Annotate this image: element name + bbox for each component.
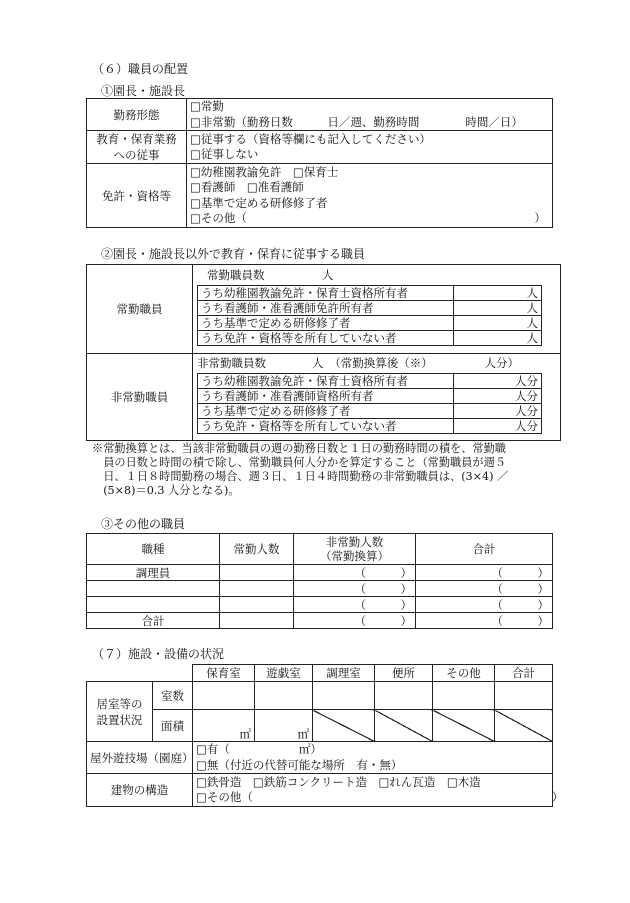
room-group-label: 居室等の 設置状況 xyxy=(87,682,153,742)
row-cook: 調理員 xyxy=(87,565,220,581)
area-unit[interactable]: ㎡ xyxy=(255,710,313,742)
area-unit[interactable]: ㎡ xyxy=(193,710,255,742)
paren-cell[interactable]: （ ） xyxy=(294,565,416,581)
cell-input[interactable] xyxy=(313,682,375,710)
parttime-row-unit[interactable]: 人分 xyxy=(454,374,542,389)
duty-no-option[interactable]: □従事しない xyxy=(190,147,259,161)
diagonal-cell xyxy=(433,710,495,742)
fulltime-row-unit[interactable]: 人 xyxy=(454,331,542,346)
paren-cell[interactable]: （ ） xyxy=(416,565,553,581)
work-parttime-option[interactable]: □非常勤（勤務日数 日／週、勤務時間 時間／日） xyxy=(190,114,523,129)
cell-input[interactable] xyxy=(220,597,294,613)
parttime-label: 非常勤職員 xyxy=(87,354,193,441)
structure-label: 建物の構造 xyxy=(87,774,193,807)
director-title: ①園長・施設長 xyxy=(101,84,186,98)
col-job: 職種 xyxy=(87,534,220,565)
paren-cell[interactable]: （ ） xyxy=(416,581,553,597)
license-option-training[interactable]: □基準で定める研修修了者 xyxy=(190,195,328,210)
col-total: 合計 xyxy=(416,534,553,565)
fulltime-breakdown xyxy=(197,285,542,346)
section-7-title: （７）施設・設備の状況 xyxy=(92,647,225,661)
parttime-row-text: うち看護師・准看護師資格所有者 xyxy=(198,389,454,404)
license-label: 免許・資格等 xyxy=(87,164,187,228)
paren-cell[interactable]: （ ） xyxy=(294,597,416,613)
duty-yes-option[interactable]: □従事する（資格等欄にも記入してください） xyxy=(190,131,431,146)
cell-input[interactable] xyxy=(495,682,553,710)
license-option-teacher[interactable]: □幼稚園教諭免許 □保育士 xyxy=(190,164,339,179)
col-fulltime: 常勤人数 xyxy=(220,534,294,565)
cell-input[interactable] xyxy=(255,682,313,710)
parttime-breakdown xyxy=(197,373,542,434)
paren-cell[interactable]: （ ） xyxy=(294,581,416,597)
diagonal-cell xyxy=(495,710,553,742)
parttime-row-unit[interactable]: 人分 xyxy=(454,419,542,434)
director-table xyxy=(86,98,553,228)
duty-label: 教育・保育業務 への従事 xyxy=(87,131,187,164)
other-staff-title: ③その他の職員 xyxy=(101,517,186,531)
row-blank[interactable] xyxy=(87,581,220,597)
other-staff-table xyxy=(86,533,553,629)
fulltime-row-unit[interactable]: 人 xyxy=(454,301,542,316)
fulltime-row-unit[interactable]: 人 xyxy=(454,286,542,301)
fulltime-label: 常勤職員 xyxy=(87,265,193,354)
col-kitchen: 調理室 xyxy=(313,665,375,682)
col-other: その他 xyxy=(433,665,495,682)
cell-input[interactable] xyxy=(193,682,255,710)
paren-cell[interactable]: （ ） xyxy=(294,613,416,629)
diagonal-cell xyxy=(313,710,375,742)
cell-input[interactable] xyxy=(220,565,294,581)
fulltime-row-text: うち基準で定める研修修了者 xyxy=(198,316,454,331)
staff-title: ②園長・施設長以外で教育・保育に従事する職員 xyxy=(101,247,366,261)
playground-label: 屋外遊技場（園庭） xyxy=(87,742,193,774)
facility-table xyxy=(86,664,564,807)
col-nursery-room: 保育室 xyxy=(193,665,255,682)
corner-blank xyxy=(153,665,193,682)
parttime-row-unit[interactable]: 人分 xyxy=(454,404,542,419)
paren-cell[interactable]: （ ） xyxy=(416,613,553,629)
paren-cell[interactable]: （ ） xyxy=(416,597,553,613)
fulltime-row-text: うち免許・資格等を所有していない者 xyxy=(198,331,454,346)
note-line: ※常勤換算とは、当該非常勤職員の週の勤務日数と１日の勤務時間の積を、常勤職 xyxy=(92,442,506,455)
row-blank[interactable] xyxy=(87,597,220,613)
conversion-note xyxy=(92,442,562,498)
parttime-row-text: うち基準で定める研修修了者 xyxy=(198,404,454,419)
col-toilet: 便所 xyxy=(375,665,433,682)
cell-input[interactable] xyxy=(433,682,495,710)
cell-input[interactable] xyxy=(220,581,294,597)
structure-options[interactable]: □鉄骨造 □鉄筋コンクリート造 □れん瓦造 □木造 xyxy=(196,774,481,789)
fulltime-row-text: うち看護師・准看護師免許所有者 xyxy=(198,301,454,316)
section-6-title: （６）職員の配置 xyxy=(92,62,189,76)
col-playroom: 遊戯室 xyxy=(255,665,313,682)
diagonal-cell xyxy=(375,710,433,742)
license-option-nurse[interactable]: □看護師 □准看護師 xyxy=(190,180,304,194)
row-total: 合計 xyxy=(87,613,220,629)
row-room-count: 室数 xyxy=(153,682,193,710)
note-line: 日、１日８時間勤務の場合、週３日、１日４時間勤務の非常勤職員は、(3×4) ／ xyxy=(92,470,509,483)
corner-blank xyxy=(87,665,153,682)
parttime-row-unit[interactable]: 人分 xyxy=(454,389,542,404)
playground-yes-option[interactable]: □有（ ㎡） xyxy=(196,742,322,756)
license-option-other[interactable]: □その他（ ） xyxy=(190,211,546,225)
parttime-row-text: うち免許・資格等を所有していない者 xyxy=(198,419,454,434)
fulltime-count: 常勤職員数 人 xyxy=(207,268,334,282)
col-total: 合計 xyxy=(495,665,553,682)
row-area: 面積 xyxy=(153,710,193,742)
note-line: (5×8)＝0.3 人分となる)。 xyxy=(92,484,240,497)
col-parttime: 非常勤人数 （常勤換算） xyxy=(294,534,416,565)
staff-table xyxy=(86,264,561,441)
note-line: 員の日数と時間の積で除し、常勤職員何人分かを算定すること（常勤職員が週５ xyxy=(92,456,506,469)
fulltime-row-text: うち幼稚園教諭免許・保育士資格所有者 xyxy=(198,286,454,301)
work-type-label: 勤務形態 xyxy=(87,99,187,131)
structure-other-option[interactable]: □その他（ ） xyxy=(196,790,564,804)
work-fulltime-option[interactable]: □常勤 xyxy=(190,99,224,113)
cell-input[interactable] xyxy=(220,613,294,629)
cell-input[interactable] xyxy=(375,682,433,710)
playground-no-option[interactable]: □無（付近の代替可能な場所 有・無） xyxy=(196,757,403,772)
parttime-count: 非常勤職員数 人 （常勤換算後（※） 人分） xyxy=(197,356,519,370)
parttime-row-text: うち幼稚園教諭免許・保育士資格所有者 xyxy=(198,374,454,389)
fulltime-row-unit[interactable]: 人 xyxy=(454,316,542,331)
